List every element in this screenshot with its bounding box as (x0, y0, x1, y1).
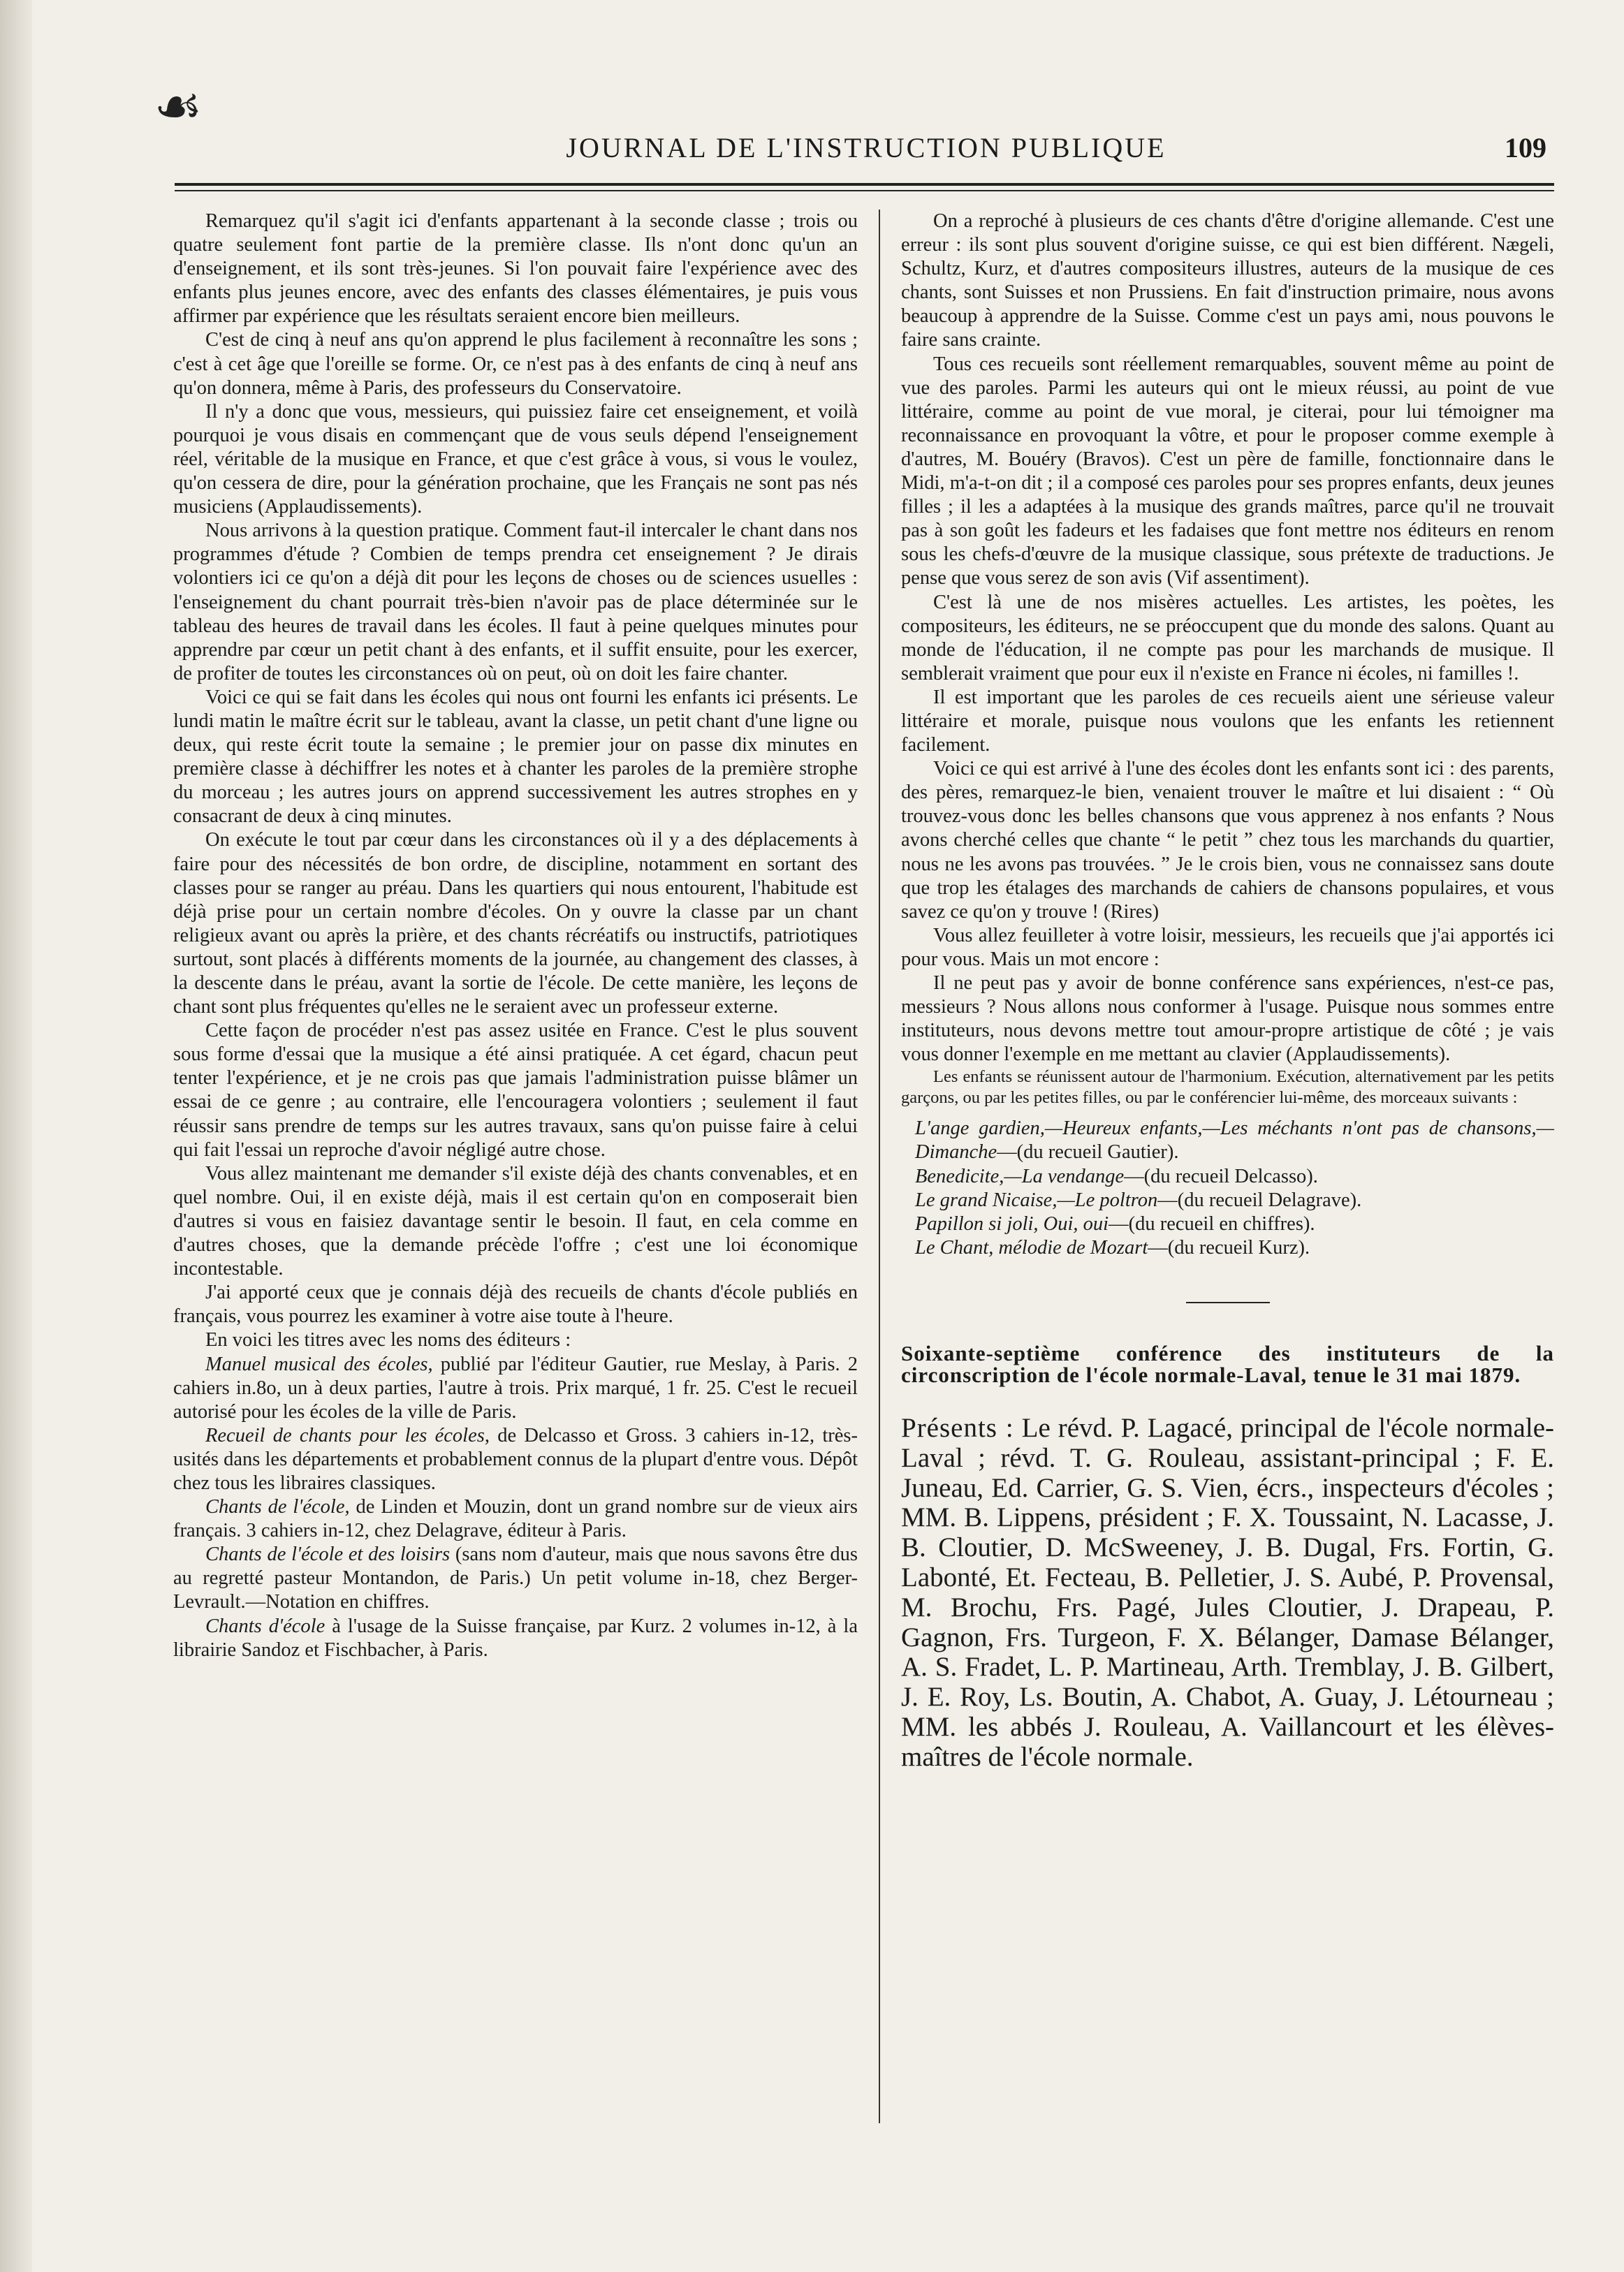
paragraph: Tous ces recueils sont réellement remarquables, souvent même au point de vue des paroles. Parmi les auteurs qui ont le mieux réussi, au point de vue littéraire, comme au point de vue moral, je citerai, pour lui témoigner ma reconnaissance en provoquant la vôtre, et pour le proposer comme exemple à d'autres, M. Bouéry (Bravos). C'est un père de famille, fonctionnaire dans le Midi, m'a-t-on dit ; il a composé ces paroles pour ses propres enfants, deux jeunes filles ; il les a adaptées à la musique des grands maîtres, parce qu'il ne trouvait pas à son goût les fadeurs et les fadaises que font mettre nos éditeurs en renom sous les chefs-d'œuvre de la musique classique, sous prétexte de traductions. Je pense que vous serez de son avis (Vif assentiment). (901, 353, 1554, 589)
ink-ornament-icon: ☙ (154, 75, 203, 138)
song-titles: Le grand Nicaise,—Le poltron (915, 1189, 1158, 1211)
paragraph: Remarquez qu'il s'agit ici d'enfants appartenant à la seconde classe ; trois ou quatre seulement font partie de la première classe. Ils n'ont donc qu'un an d'enseignement, et ils sont très-jeunes. Si l'on pouvait faire l'expérience avec des enfants plus jeunes encore, avec des enfants des classes élémentaires, je puis vous affirmer par expérience que les résultats seraient encore bien meilleurs. (173, 210, 858, 328)
song-item (915, 1117, 1554, 1164)
section-separator (1186, 1302, 1270, 1303)
column-divider (879, 210, 880, 2123)
song-source: —(du recueil Kurz). (1148, 1236, 1310, 1259)
paragraph: J'ai apporté ceux que je connais déjà des recueils de chants d'école publiés en français, vous pourrez les examiner à votre aise toute à l'heure. (173, 1282, 858, 1328)
book-description: de Linden et Mouzin, dont un grand nombre sur de vieux airs français. 3 cahiers in-12, chez Delagrave, éditeur à Paris. (173, 1496, 858, 1542)
paragraph: Cette façon de procéder n'est pas assez usitée en France. C'est le plus souvent sous forme d'essai que la musique a été ainsi pratiquée. A cet égard, chacun peut tenter l'expérience, et je ne crois pas que jamais l'administration puisse blâmer un essai de ce genre ; au contraire, elle l'encouragera volontiers ; seulement il faut réussir sans prendre de temps sur les autres travaux, sans qu'on puisse faire à celui qui fait l'essai un reproche d'avoir négligé autre chose. (173, 1020, 858, 1161)
paragraph: Vous allez feuilleter à votre loisir, messieurs, les recueils que j'ai apportés ici pour vous. Mais un mot encore : (901, 924, 1554, 970)
paragraph: C'est là une de nos misères actuelles. Les artistes, les poètes, les compositeurs, les éditeurs, ne se préoccupent que du monde des salons. Quant au monde de l'éducation, il ne compte pas pour les marchands de musique. Il semblerait vraiment que pour eux il n'existe en France ni écoles, ni familles !. (901, 591, 1554, 684)
paragraph: Il ne peut pas y avoir de bonne conférence sans expériences, n'est-ce pas, messieurs ? Nous allons nous conformer à l'usage. Puisque nous sommes entre instituteurs, nous devons mettre tout amour-propre artistique de côté ; je vais vous donner l'exemple en me mettant au clavier (Applaudissements). (901, 972, 1554, 1066)
paragraph: Voici ce qui se fait dans les écoles qui nous ont fourni les enfants ici présents. Le lundi matin le maître écrit sur le tableau, avant la classe, un petit chant d'une ligne ou deux, qui reste écrit toute la semaine ; le premier jour on passe dix minutes en première classe à déchiffrer les notes et à chanter les paroles de la première strophe du morceau ; les autres jours on apprend successivement les autres strophes en y consacrant de deux à cinq minutes. (173, 686, 858, 828)
song-item (915, 1236, 1554, 1260)
song-source: —(du recueil en chiffres). (1109, 1212, 1315, 1235)
running-head: JOURNAL DE L'INSTRUCTION PUBLIQUE (566, 132, 1166, 163)
song-list (901, 1117, 1554, 1260)
book-entry (173, 1615, 858, 1662)
song-titles: Papillon si joli, Oui, oui (915, 1212, 1109, 1235)
paragraph: Vous allez maintenant me demander s'il existe déjà des chants convenables, et en quel nombre. Oui, il en existe déjà, mais il est certain qu'on en composerait bien d'autres si vous en faisiez davantage sentir le besoin. Il faut, en cela comme en d'autres choses, que la demande précède l'offre ; c'est une loi économique incontestable. (173, 1162, 858, 1280)
page-header (182, 131, 1551, 173)
song-titles: Benedicite,—La vendange (915, 1165, 1125, 1187)
book-title: Chants de l'école, (205, 1496, 350, 1518)
conference-attendees (901, 1414, 1554, 1773)
conference-title: Soixante-septième conférence des instituteurs de la circonscription de l'école normale-Laval, tenue le 31 mai 1879. (901, 1340, 1554, 1387)
attendees-list: Le révd. P. Lagacé, principal de l'école normale-Laval ; révd. T. G. Rouleau, assistant-principal ; F. E. Juneau, Ed. Carrier, G. S. Vien, écrs., inspecteurs d'écoles ; MM. B. Lippens, président ; F. X. Toussaint, N. Lacasse, J. B. Cloutier, D. McSweeney, J. B. Dugal, Frs. Fortin, G. Labonté, Et. Fecteau, B. Pelletier, J. S. Aubé, P. Provensal, M. Brochu, Frs. Pagé, Jules Cloutier, J. Drapeau, P. Gagnon, Frs. Turgeon, F. X. Bélanger, Damase Bélanger, A. S. Fradet, L. P. Martineau, Arth. Tremblay, J. B. Gilbert, J. E. Roy, Ls. Boutin, A. Chabot, A. Guay, J. Létourneau ; MM. les abbés J. Rouleau, A. Vaillancourt et les élèves-maîtres de l'école normale. (901, 1412, 1554, 1772)
paragraph: Il est important que les paroles de ces recueils aient une sérieuse valeur littéraire et morale, puisque nous voulons que les enfants les retiennent facilement. (901, 686, 1554, 756)
book-title: Recueil de chants pour les écoles, (205, 1424, 490, 1446)
right-column (901, 210, 1554, 1773)
song-titles: Le Chant, mélodie de Mozart (915, 1236, 1148, 1259)
song-source: —(du recueil Gautier). (997, 1141, 1179, 1164)
book-entry (173, 1353, 858, 1424)
paragraph: Il n'y a donc que vous, messieurs, qui puissiez faire cet enseignement, et voilà pourquoi je vous disais en commençant que de vous seuls dépend l'enseignement réel, véritable de la musique en France, et que c'est grâce à vous, si vous le voulez, qu'on cessera de dire, pour la génération prochaine, que les Français ne sont pas nés musiciens (Applaudissements). (173, 400, 858, 518)
attendees-lead: Présents : (901, 1412, 1014, 1443)
book-description: (sans nom d'auteur, mais que nous savons être dus au regretté pasteur Montandon, de Paris.) Un petit volume in-18, chez Berger-Levrault.—Notation en chiffres. (173, 1544, 858, 1613)
song-item (915, 1165, 1554, 1189)
song-titles: L'ange gardien,—Heureux enfants,—Les méchants n'ont pas de chansons,—Dimanche (915, 1117, 1554, 1164)
book-description: à l'usage de la Suisse française, par Kurz. 2 volumes in-12, à la librairie Sandoz et Fischbacher, à Paris. (173, 1615, 858, 1661)
song-source: —(du recueil Delcasso). (1124, 1165, 1318, 1187)
song-item (915, 1212, 1554, 1236)
paragraph: C'est de cinq à neuf ans qu'on apprend le plus facilement à reconnaître les sons ; c'est à cet âge que l'oreille se forme. Or, ce n'est pas à des enfants de cinq à neuf ans qu'on donnera, même à Paris, des professeurs du Conservatoire. (173, 329, 858, 399)
book-title: Chants d'école (205, 1615, 325, 1637)
song-source: —(du recueil Delagrave). (1157, 1189, 1362, 1211)
header-rule (175, 183, 1554, 186)
book-entry (173, 1495, 858, 1543)
book-description: publié par l'éditeur Gautier, rue Meslay, à Paris. 2 cahiers in.8o, un à deux parties, l'autre à trois. Prix marqué, 1 fr. 25. C'est le recueil autorisé pour les écoles de la ville de Paris. (173, 1353, 858, 1423)
scanned-page-edge (0, 0, 32, 2272)
page-number: 109 (1505, 132, 1546, 163)
song-item (915, 1189, 1554, 1212)
performance-note: Les enfants se réunissent autour de l'harmonium. Exécution, alternativement par les petits garçons, ou par les petites filles, ou par le conférencier lui-même, des morceaux suivants : (901, 1067, 1554, 1108)
paragraph: Voici ce qui est arrivé à l'une des écoles dont les enfants sont ici : des parents, des pères, remarquez-le bien, venaient trouver le maître et lui disaient : “ Où trouvez-vous donc les belles chansons que vous apprenez à nos enfants ? Nous avons cherché celles que chante “ le petit ” chez tous les marchands du quartier, nous ne les avons pas trouvées. ” Je le crois bien, vous ne connaissez sans doute que trop les étalages des marchands de cahiers de chansons populaires, et vous savez ce qu'on y trouve ! (Rires) (901, 758, 1554, 923)
book-entry (173, 1543, 858, 1614)
header-rule-thin (175, 190, 1554, 191)
book-title: Manuel musical des écoles, (205, 1353, 433, 1375)
book-description: de Delcasso et Gross. 3 cahiers in-12, très-usités dans les départements et probablement connus de la plupart d'entre vous. Dépôt chez tous les libraires classiques. (173, 1424, 858, 1494)
paragraph: On exécute le tout par cœur dans les circonstances où il y a des déplacements à faire pour des nécessités de bon ordre, de discipline, notamment en sortant des classes pour se ranger au préau. Dans les quartiers qui nous entourent, l'habitude est déjà prise pour un certain nombre d'écoles. On y ouvre la classe par un chant religieux avant ou après la prière, et des chants récréatifs ou instructifs, patriotiques surtout, sont placés à différents moments de la journée, au changement des classes, à la descente dans le préau, avant la sortie de l'école. De cette manière, les leçons de chant sont plus fréquentes qu'elles ne le seraient avec un professeur externe. (173, 829, 858, 1018)
book-title: Chants de l'école et des loisirs (205, 1544, 451, 1566)
book-entry (173, 1424, 858, 1495)
paragraph: On a reproché à plusieurs de ces chants d'être d'origine allemande. C'est une erreur : ils sont plus souvent d'origine suisse, ce qui est bien différent. Nægeli, Schultz, Kurz, et d'autres compositeurs illustres, auteurs de la musique de ces chants, sont Suisses et non Prussiens. En fait d'instruction primaire, nous avons beaucoup à apprendre de la Suisse. Comme c'est un pays ami, nous pouvons le faire sans crainte. (901, 210, 1554, 351)
left-column (173, 210, 858, 1662)
paragraph: Nous arrivons à la question pratique. Comment faut-il intercaler le chant dans nos programmes d'étude ? Combien de temps prendra cet enseignement ? Je dirais volontiers ici ce qu'on a déjà dit pour les leçons de choses ou de sciences usuelles : l'enseignement du chant pourrait très-bien n'avoir pas de place déterminée sur le tableau des heures de travail dans les écoles. Il faut à peine quelques minutes pour apprendre par cœur un petit chant à des enfants, et il suffit ensuite, pour les exercer, de profiter de toutes les circonstances où on peut, où on doit les faire chanter. (173, 520, 858, 684)
paragraph: En voici les titres avec les noms des éditeurs : (205, 1329, 571, 1351)
